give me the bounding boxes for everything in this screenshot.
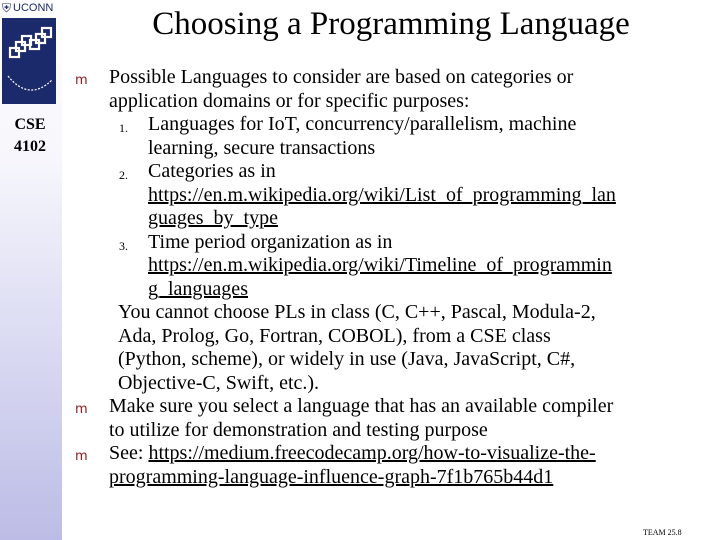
bullet-compiler: m Make sure you select a language that has an available compiler to utilize for demonstration and testing purpose [75, 395, 614, 441]
restriction-note: You cannot choose PLs in class (C, C++, Pascal, Modula-2, Ada, Prolog, Go, Fortran, COBOL), from a CSE class (Python, scheme), or widely in use (Java, JavaScript, C#, Objective-C, Swift, etc.). [118, 301, 596, 394]
cse-department-logo-icon [2, 18, 56, 104]
link-influence-graph[interactable]: https://medium.freecodecamp.org/how-to-visualize-the- [148, 442, 596, 464]
slide-title: Choosing a Programming Language [152, 6, 630, 42]
course-label: CSE 4102 [14, 116, 46, 155]
link-list-of-programming-languages[interactable]: https://en.m.wikipedia.org/wiki/List_of_programming_lan guages_by_type [148, 183, 616, 229]
link-timeline-of-programming-languages[interactable]: https://en.m.wikipedia.org/wiki/Timeline_of_programmin g_languages [148, 254, 612, 300]
sidebar [0, 0, 62, 540]
uconn-logo-text: UCONN [13, 2, 54, 14]
bullet-icon: m [75, 449, 88, 464]
list-item: 2. Categories as in https://en.m.wikipedia.org/wiki/List_of_programming_lan guages_by_type [109, 160, 719, 231]
bullet-see-link: m See: https://medium.freecodecamp.org/how-to-visualize-the- programming-language-influence-graph-7f1b765b44d1 [109, 442, 719, 489]
uconn-logo [2, 0, 53, 16]
uconn-seal-icon: ⛨ [2, 1, 12, 15]
footer-page-number: TEAM 25.8 [643, 528, 682, 537]
list-item: 3. Time period organization as in https://en.m.wikipedia.org/wiki/Timeline_of_programmin g_languages [109, 231, 719, 302]
bullet-icon: m [75, 402, 88, 417]
bullet-icon: m [75, 73, 88, 88]
slide-content [75, 66, 719, 489]
bullet-possible-languages: m Possible Languages to consider are based on categories or application domains or for specific purposes: 1. Languages for IoT, concurrency/parallelism, machine learning, secure transactions 2. Categories as in https://en.m.wikipedia.org/wiki/List_of_programming_lan guages_by_type 3. Time period organization as in https://en.m.wikipedia.org/wiki/Timeline_of_programmin g_languages You cannot choose PLs in class (C, C++, Pascal, Modula-2, Ada, Prolog, Go, Fortran, COBOL), from a CSE class (Python, scheme), or widely in use (Java, JavaScript, C#, Objective-C, Swift, etc.). [109, 66, 719, 395]
list-item: 1. Languages for IoT, concurrency/parallelism, machine learning, secure transactions [119, 113, 577, 159]
link-influence-graph-cont[interactable]: programming-language-influence-graph-7f1b765b44d1 [109, 465, 554, 488]
